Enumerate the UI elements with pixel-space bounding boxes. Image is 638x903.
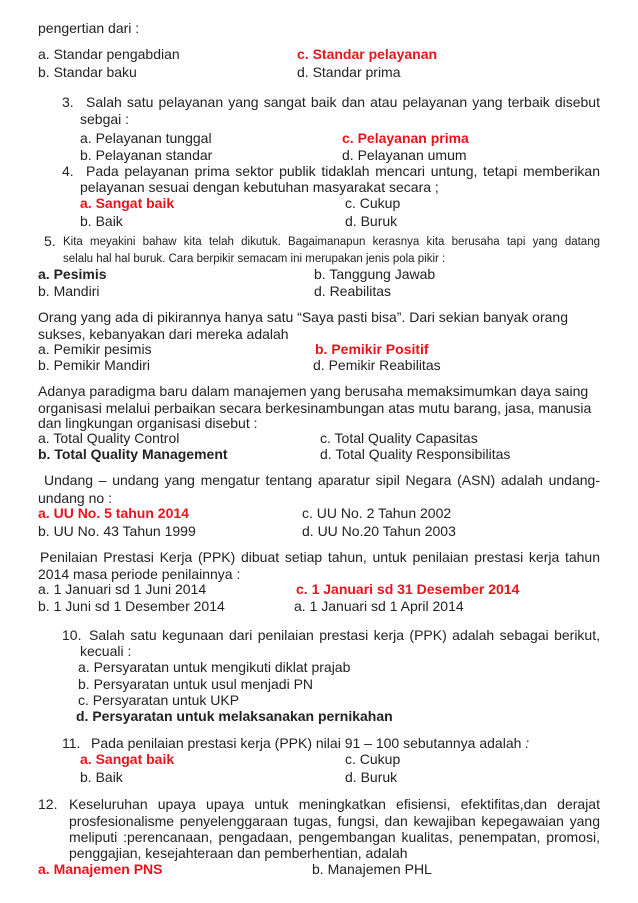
q11-number: 11. [62, 735, 81, 751]
q10-option-b: b. Persyaratan untuk usul menjadi PN [78, 676, 314, 692]
q8-stem-line1: Undang – undang yang mengatur tentang aparatur sipil Negara (ASN) adalah undang- [44, 472, 600, 488]
q8-option-d: d. UU No.20 Tahun 2003 [302, 523, 456, 539]
q12-stem-line3: meliputi :perencanaan, pengadaan, pengembangan kualitas, penempatan, promosi, [69, 829, 600, 845]
q5-stem-line2: selalu hal hal buruk. Cara berpikir semacam ini merupakan jenis pola pikir : [63, 253, 446, 265]
q5-stem-line1: Kita meyakini bahaw kita telah dikutuk. Bagaimanapun kerasnya kita berusaha tapi yang datang [63, 236, 600, 248]
q5-number: 5. [44, 233, 56, 249]
q12-option-b: b. Manajemen PHL [312, 861, 432, 877]
q7-option-d: d. Total Quality Responsibilitas [320, 446, 511, 462]
q10-option-c: c. Persyaratan untuk UKP [78, 692, 240, 708]
q6-stem-line2: sukses, kebanyakan dari mereka adalah [38, 326, 289, 342]
q2-option-c-answer: c. Standar pelayanan [297, 46, 438, 62]
q12-stem-line2: prosfesionalisme penyelenggaraan tugas, fungsi, dan kewajiban kepegawaian yang [69, 813, 600, 829]
q4-option-a-answer: a. Sangat baik [80, 195, 175, 211]
q12-number: 12. [38, 796, 58, 812]
q4-number: 4. [62, 163, 74, 179]
q10-option-a: a. Persyaratan untuk mengikuti diklat prajab [78, 659, 351, 675]
q3-number: 3. [62, 94, 74, 110]
q9-stem-line1: Penilaian Prestasi Kerja (PPK) dibuat setiap tahun, untuk penilaian prestasi kerja tahun [40, 549, 600, 565]
q9-option-c-answer: c. 1 Januari sd 31 Desember 2014 [296, 581, 520, 597]
q3-option-a: a. Pelayanan tunggal [80, 130, 212, 146]
q5-option-a-answer: a. Pesimis [38, 266, 107, 282]
q5-option-d: d. Reabilitas [314, 283, 392, 299]
q5-option-c: b. Mandiri [38, 283, 100, 299]
q11-option-a-answer: a. Sangat baik [80, 751, 175, 767]
q7-stem-line3: dan lingkungan organisasi disebut : [38, 415, 258, 431]
q4-option-b: b. Baik [80, 213, 123, 229]
q3-option-d: d. Pelayanan umum [342, 147, 467, 163]
q2-option-d: d. Standar prima [297, 64, 401, 80]
q11-stem-colon: : [525, 735, 530, 751]
q6-option-b-answer: b. Pemikir Positif [315, 341, 429, 357]
q11-option-d: d. Buruk [345, 769, 398, 785]
q7-option-c: c. Total Quality Capasitas [320, 430, 478, 446]
q10-stem-line2: kecuali : [80, 643, 132, 659]
q4-option-c: c. Cukup [345, 195, 401, 211]
q12-stem-line4: penggajian, kesejahteraan dan pemberhentian, adalah [69, 845, 408, 861]
q7-option-a: a. Total Quality Control [38, 430, 180, 446]
q2-option-a: a. Standar pengabdian [38, 46, 180, 62]
q3-stem-line1: Salah satu pelayanan yang sangat baik dan atau pelayanan yang terbaik disebut [86, 94, 600, 110]
q11-stem [91, 735, 529, 751]
q3-option-b: b. Pelayanan standar [80, 147, 213, 163]
q2-option-b: b. Standar baku [38, 64, 137, 80]
q7-stem-line2: organisasi melalui perbaikan secara berkesinambungan atas mutu barang, jasa, manusia [38, 400, 592, 416]
q8-option-b: b. UU No. 43 Tahun 1999 [38, 523, 196, 539]
q10-number: 10. [62, 627, 82, 643]
q6-option-d: d. Pemikir Reabilitas [313, 357, 441, 373]
q11-option-b: b. Baik [80, 769, 123, 785]
q9-option-d: a. 1 Januari sd 1 April 2014 [294, 598, 464, 614]
q11-option-c: c. Cukup [345, 751, 401, 767]
q7-option-b-answer: b. Total Quality Management [38, 446, 228, 462]
q8-stem-line2: undang no : [38, 490, 112, 506]
q11-stem-text: Pada penilaian prestasi kerja (PPK) nilai 91 – 100 sebutannya adalah [91, 735, 522, 751]
q9-option-b: b. 1 Juni sd 1 Desember 2014 [38, 598, 225, 614]
q9-option-a: a. 1 Januari sd 1 Juni 2014 [38, 581, 207, 597]
q6-option-c: b. Pemikir Mandiri [38, 357, 151, 373]
q2-stem: pengertian dari : [38, 20, 140, 36]
q8-option-a-prefix: a. [38, 505, 54, 521]
q4-stem-line2: pelayanan sesuai dengan kebutuhan masyarakat secara ; [80, 179, 439, 195]
q6-stem-line1: Orang yang ada di pikirannya hanya satu “Saya pasti bisa”. Dari sekian banyak orang [38, 309, 568, 325]
q12-option-a-answer: a. Manajemen PNS [38, 861, 163, 877]
q6-option-a: a. Pemikir pesimis [38, 341, 152, 357]
q7-stem-line1: Adanya paradigma baru dalam manajemen yang berusaha memaksimumkan daya saing [38, 383, 589, 399]
q9-stem-line2: 2014 masa periode penilainnya : [38, 566, 241, 582]
q4-option-d: d. Buruk [345, 213, 398, 229]
q10-stem-line1: Salah satu kegunaan dari penilaian prestasi kerja (PPK) adalah sebagai berikut, [89, 627, 600, 643]
q8-option-a-text: UU No. 5 tahun 2014 [53, 505, 189, 521]
q5-option-b: b. Tanggung Jawab [314, 266, 436, 282]
q4-stem-line1: Pada pelayanan prima sektor publik tidaklah mencari untung, tetapi memberikan [86, 163, 600, 179]
q8-option-c: c. UU No. 2 Tahun 2002 [302, 505, 452, 521]
q12-stem-line1: Keseluruhan upaya upaya untuk meningkatkan efisiensi, efektifitas,dan derajat [69, 796, 600, 812]
q3-stem-line2: sebgai : [80, 111, 130, 127]
q3-option-c-answer: c. Pelayanan prima [342, 130, 469, 146]
q10-option-d-answer: d. Persyaratan untuk melaksanakan pernikahan [76, 708, 393, 724]
q8-option-a-answer [38, 505, 189, 521]
